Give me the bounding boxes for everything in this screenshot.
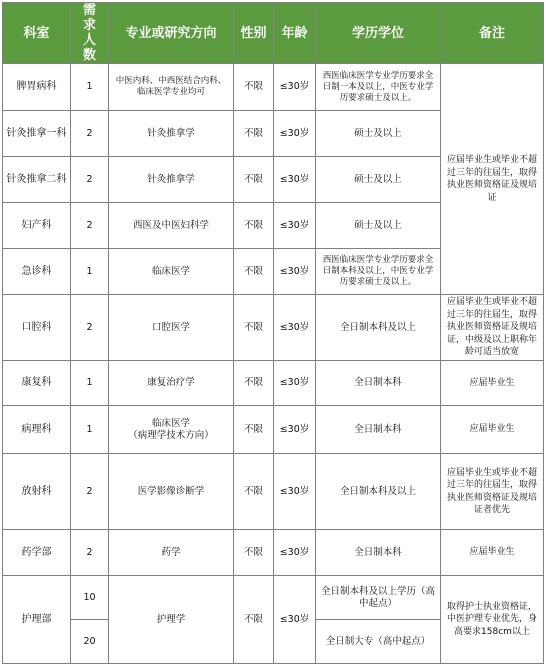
header-age: 年龄 xyxy=(274,3,316,64)
major-cell: 西医及中医妇科学 xyxy=(109,203,234,249)
header-edu: 学历学位 xyxy=(316,3,441,64)
edu-cell-2: 全日制大专（高中起点） xyxy=(316,620,441,664)
sex-cell: 不限 xyxy=(234,454,274,530)
note-cell: 应届毕业生 xyxy=(441,361,544,406)
age-cell: ≤30岁 xyxy=(274,576,316,664)
major-cell: 针灸推拿学 xyxy=(109,111,234,157)
header-note: 备注 xyxy=(441,3,544,64)
major-cell: 针灸推拿学 xyxy=(109,157,234,203)
edu-cell: 全日制本科及以上学历（高中起点） xyxy=(316,576,441,620)
dept-cell: 护理部 xyxy=(3,576,71,664)
note-cell: 应届毕业生或毕业不超过三年的往届生，取得执业医师资格证及规培证者优先 xyxy=(441,454,544,530)
num-cell: 2 xyxy=(71,530,109,576)
dept-cell: 急诊科 xyxy=(3,249,71,295)
table-row xyxy=(3,576,544,620)
edu-cell: 全日制本科 xyxy=(316,406,441,454)
age-cell: ≤30岁 xyxy=(274,111,316,157)
num-cell: 2 xyxy=(71,295,109,361)
age-cell: ≤30岁 xyxy=(274,249,316,295)
dept-cell: 口腔科 xyxy=(3,295,71,361)
num-cell-2: 20 xyxy=(71,620,109,664)
edu-cell: 全日制本科及以上 xyxy=(316,454,441,530)
sex-cell: 不限 xyxy=(234,203,274,249)
sex-cell: 不限 xyxy=(234,111,274,157)
dept-cell: 针灸推拿一科 xyxy=(3,111,71,157)
major-cell: 药学 xyxy=(109,530,234,576)
age-cell: ≤30岁 xyxy=(274,406,316,454)
num-cell: 10 xyxy=(71,576,109,620)
edu-cell: 西医临床医学专业学历要求全日制本科及以上，中医专业学历要求硕士及以上。 xyxy=(316,249,441,295)
header-dept: 科室 xyxy=(3,3,71,64)
num-cell: 2 xyxy=(71,203,109,249)
sex-cell: 不限 xyxy=(234,64,274,111)
note-cell: 应届毕业生或毕业不超过三年的往届生，取得执业医师资格证及规培证，中级及以上职称年龄可适当放宽 xyxy=(441,295,544,361)
major-cell: 临床医学 （病理学技术方向） xyxy=(109,406,234,454)
major-cell: 中医内科、中西医结合内科、临床医学专业均可 xyxy=(109,64,234,111)
major-cell: 临床医学 xyxy=(109,249,234,295)
sex-cell: 不限 xyxy=(234,157,274,203)
sex-cell: 不限 xyxy=(234,576,274,664)
num-cell: 1 xyxy=(71,406,109,454)
header-row xyxy=(3,3,544,64)
age-cell: ≤30岁 xyxy=(274,64,316,111)
num-cell: 1 xyxy=(71,361,109,406)
age-cell: ≤30岁 xyxy=(274,361,316,406)
header-num: 需求人数 xyxy=(71,3,109,64)
header-sex: 性别 xyxy=(234,3,274,64)
note-cell: 应届毕业生 xyxy=(441,530,544,576)
edu-cell: 西医临床医学专业学历要求全日制一本及以上，中医专业学历要求硕士及以上。 xyxy=(316,64,441,111)
dept-cell: 药学部 xyxy=(3,530,71,576)
num-cell: 2 xyxy=(71,111,109,157)
num-cell: 1 xyxy=(71,249,109,295)
age-cell: ≤30岁 xyxy=(274,454,316,530)
dept-cell: 脾胃病科 xyxy=(3,64,71,111)
table-row xyxy=(3,530,544,576)
dept-cell: 针灸推拿二科 xyxy=(3,157,71,203)
num-cell: 2 xyxy=(71,454,109,530)
num-cell: 1 xyxy=(71,64,109,111)
sex-cell: 不限 xyxy=(234,406,274,454)
num-cell: 2 xyxy=(71,157,109,203)
edu-cell: 硕士及以上 xyxy=(316,111,441,157)
edu-cell: 全日制本科 xyxy=(316,530,441,576)
edu-cell: 全日制本科 xyxy=(316,361,441,406)
edu-cell: 硕士及以上 xyxy=(316,203,441,249)
sex-cell: 不限 xyxy=(234,249,274,295)
note-cell: 应届毕业生 xyxy=(441,406,544,454)
table-row xyxy=(3,406,544,454)
table-row xyxy=(3,295,544,361)
major-cell: 口腔医学 xyxy=(109,295,234,361)
age-cell: ≤30岁 xyxy=(274,203,316,249)
sex-cell: 不限 xyxy=(234,295,274,361)
table-row xyxy=(3,454,544,530)
dept-cell: 妇产科 xyxy=(3,203,71,249)
dept-cell: 病理科 xyxy=(3,406,71,454)
header-major: 专业或研究方向 xyxy=(109,3,234,64)
dept-cell: 康复科 xyxy=(3,361,71,406)
table-row xyxy=(3,64,544,111)
edu-cell: 硕士及以上 xyxy=(316,157,441,203)
major-cell: 康复治疗学 xyxy=(109,361,234,406)
dept-cell: 放射科 xyxy=(3,454,71,530)
recruitment-table xyxy=(2,2,544,664)
edu-cell: 全日制本科及以上 xyxy=(316,295,441,361)
age-cell: ≤30岁 xyxy=(274,530,316,576)
age-cell: ≤30岁 xyxy=(274,157,316,203)
table-row xyxy=(3,361,544,406)
note-cell: 应届毕业生或毕业不超过三年的往届生，取得执业医师资格证及规培证 xyxy=(441,64,544,295)
major-cell: 医学影像诊断学 xyxy=(109,454,234,530)
age-cell: ≤30岁 xyxy=(274,295,316,361)
sex-cell: 不限 xyxy=(234,361,274,406)
note-cell: 取得护士执业资格证，中医护理专业优先，身高要求158cm以上 xyxy=(441,576,544,664)
major-cell: 护理学 xyxy=(109,576,234,664)
sex-cell: 不限 xyxy=(234,530,274,576)
